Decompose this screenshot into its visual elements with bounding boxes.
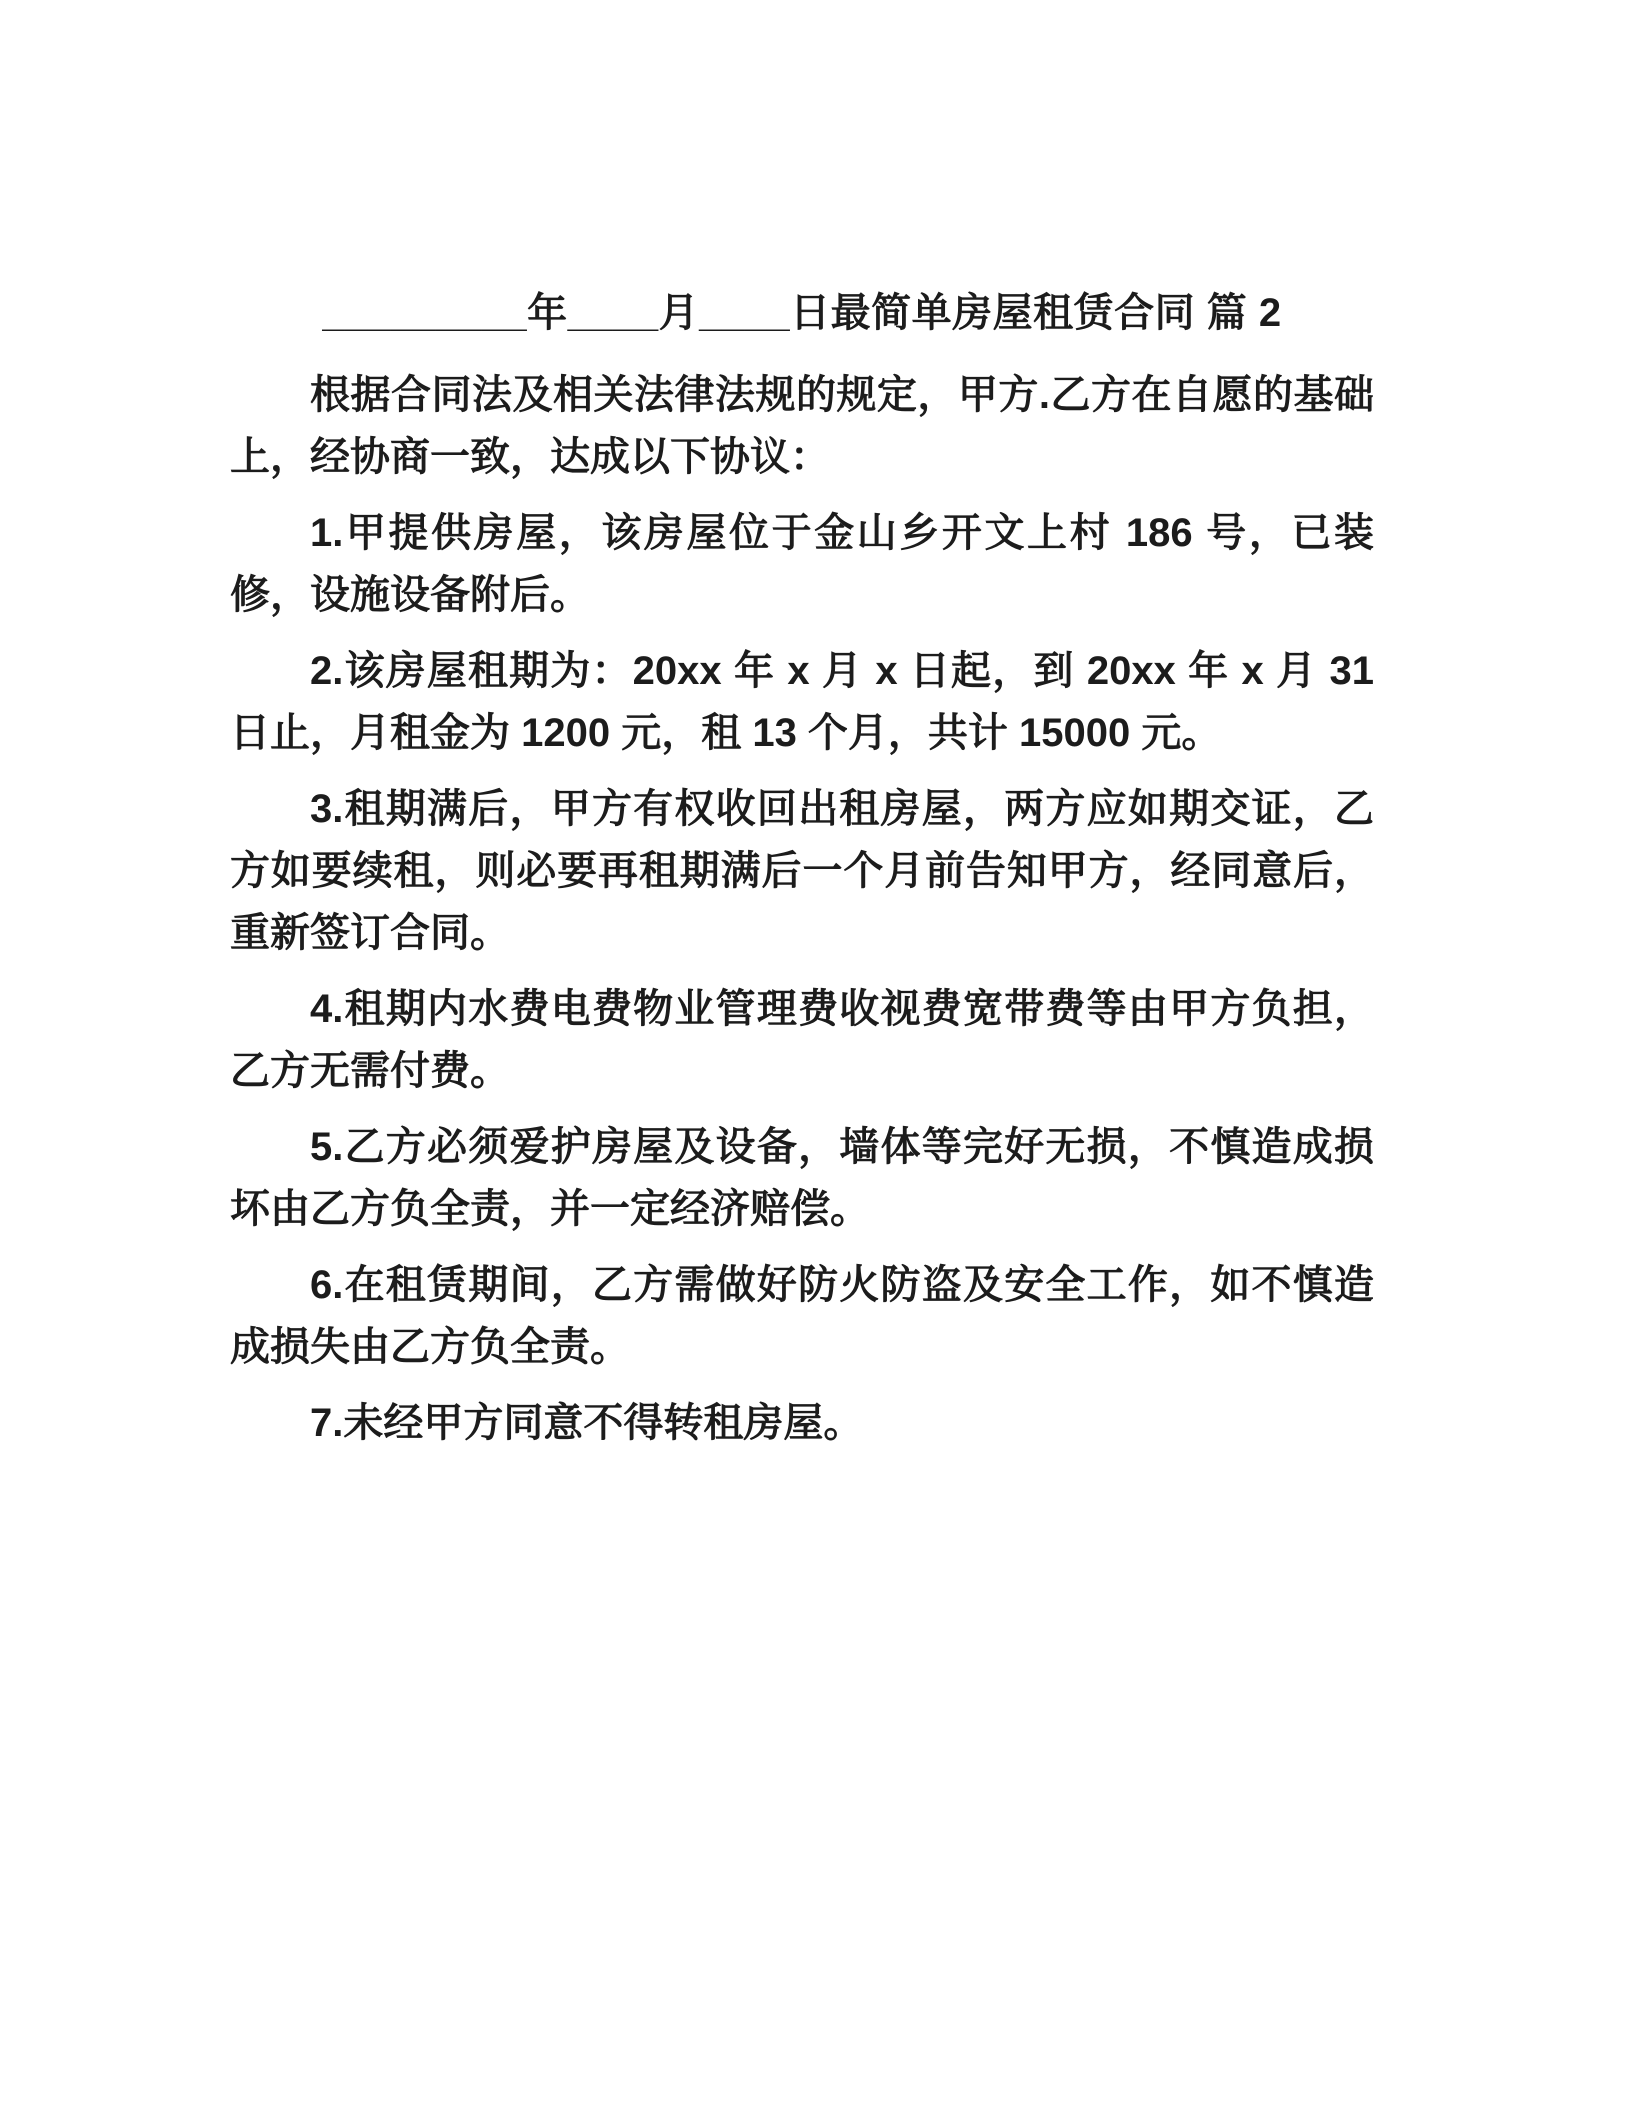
- document-paragraph: 6.在租赁期间，乙方需做好防火防盗及安全工作，如不慎造成损失由乙方负全责。: [230, 1263, 1374, 1369]
- document-paragraph: 1.甲提供房屋，该房屋位于金山乡开文上村 186 号，已装修，设施设备附后。: [230, 511, 1374, 617]
- document-paragraph: 4.租期内水费电费物业管理费收视费宽带费等由甲方负担，乙方无需付费。: [230, 987, 1374, 1093]
- document-paragraph: 5.乙方必须爱护房屋及设备，墙体等完好无损，不慎造成损坏由乙方负全责，并一定经济赔偿。: [230, 1125, 1374, 1231]
- document-paragraph: 2.该房屋租期为：20xx 年 x 月 x 日起，到 20xx 年 x 月 31 日止，月租金为 1200 元，租 13 个月，共计 15000 元。: [230, 649, 1374, 755]
- document-paragraph: 根据合同法及相关法律法规的规定，甲方.乙方在自愿的基础上，经协商一致，达成以下协议：: [230, 373, 1374, 479]
- document-paragraph: 3.租期满后，甲方有权收回出租房屋，两方应如期交证，乙方如要续租，则必要再租期满后一个月前告知甲方，经同意后，重新签订合同。: [230, 787, 1374, 955]
- document-title: _________年____月____日最简单房屋租赁合同 篇 2: [322, 291, 1282, 335]
- document-body: [230, 364, 1374, 1454]
- document-paragraph: 7.未经甲方同意不得转租房屋。: [310, 1401, 864, 1445]
